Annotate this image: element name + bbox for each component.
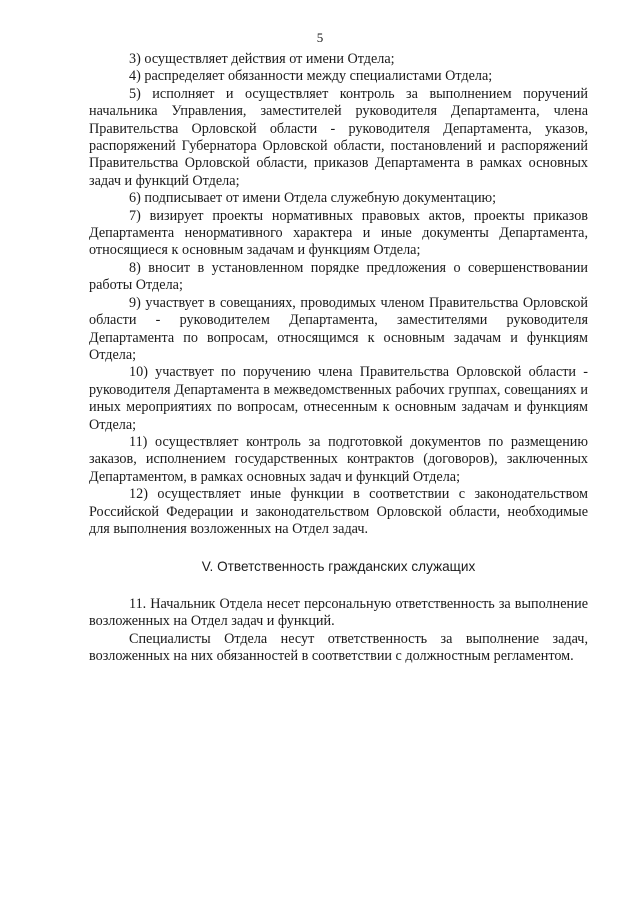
list-item: 8) вносит в установленном порядке предложения о совершенствовании работы Отдела; [89, 259, 588, 294]
list-item: 3) осуществляет действия от имени Отдела; [129, 51, 395, 67]
list-item: 11) осуществляет контроль за подготовкой документов по размещению заказов, исполнением государственных контрактов (договоров), заключенных Департаментом, в рамках основных задач и функций Отдела; [89, 433, 588, 485]
list-item: 6) подписывает от имени Отдела служебную документацию; [129, 190, 497, 207]
list-item: 4) распределяет обязанности между специалистами Отдела; [129, 68, 493, 85]
list-item: 9) участвует в совещаниях, проводимых членом Правительства Орловской области - руководителем Департамента, заместителями руководителя Департамента по вопросам, относящимся к основным задачам и функциям Отдела; [89, 294, 588, 363]
section-paragraph: Специалисты Отдела несут ответственность за выполнение задач, возложенных на них обязанностей в соответствии с должностным регламентом. [89, 630, 588, 664]
page-number: 5 [316, 30, 324, 45]
document-body [89, 51, 588, 665]
list-item: 12) осуществляет иные функции в соответствии с законодательством Российской Федерации и законодательством Орловской области, необходимые для выполнения возложенных на Отдел задач. [89, 486, 588, 537]
section-heading: V. Ответственность гражданских служащих [201, 559, 476, 575]
list-item: 10) участвует по поручению члена Правительства Орловской области - руководителя Департамента в межведомственных рабочих группах, совещаниях и иных мероприятиях по вопросам, отнесенным к основным задачам и функциям Отдела; [89, 364, 588, 433]
section-paragraph: 11. Начальник Отдела несет персональную ответственность за выполнение возложенных на Отдел задач и функций. [89, 595, 588, 630]
list-item: 7) визирует проекты нормативных правовых актов, проекты приказов Департамента ненормативного характера и иные документы Департамента, относящиеся к основным задачам и функциям Отдела; [89, 207, 588, 259]
list-item: 5) исполняет и осуществляет контроль за выполнением поручений начальника Управления, заместителей руководителя Департамента, члена Правительства Орловской области - руководителя Департамента, указов, распоряжений Губернатора Орловской области, постановлений и распоряжений Правительства Орловской области, приказов Департамента в рамках основных задач и функций Отдела; [89, 85, 588, 189]
